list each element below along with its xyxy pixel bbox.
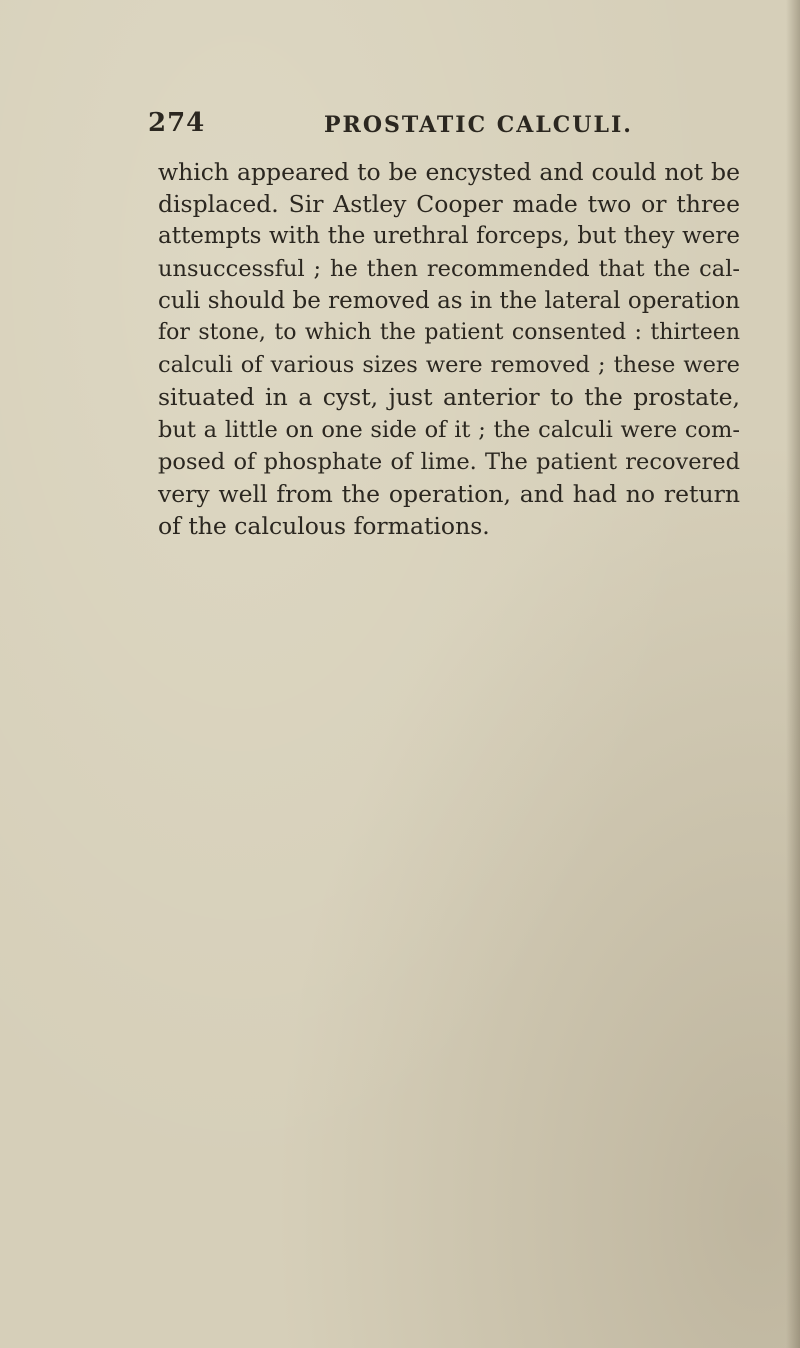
- text-line: situated in a cyst, just anterior to the prostate,: [158, 383, 740, 412]
- text-line: but a little on one side of it ; the calculi were com-: [158, 416, 740, 443]
- text-line: displaced. Sir Astley Cooper made two or three: [158, 190, 740, 219]
- page-edge-shadow: [786, 0, 800, 1348]
- running-title: PROSTATIC CALCULI.: [324, 112, 633, 138]
- text-line: culi should be removed as in the lateral operation: [158, 287, 740, 314]
- body-paragraph: [158, 156, 740, 542]
- text-line: unsuccessful ; he then recommended that the cal-: [158, 255, 740, 282]
- text-line: posed of phosphate of lime. The patient recovered: [158, 448, 740, 475]
- running-head: [148, 108, 748, 148]
- page-number: 274: [148, 108, 206, 138]
- text-line: of the calculous formations.: [158, 512, 490, 541]
- text-line: for stone, to which the patient consented : thirteen: [158, 319, 740, 345]
- text-line: calculi of various sizes were removed ; these were: [158, 352, 740, 379]
- text-line: attempts with the urethral forceps, but they were: [158, 223, 740, 250]
- text-line: which appeared to be encysted and could not be: [158, 158, 740, 186]
- text-line: very well from the operation, and had no return: [158, 479, 740, 508]
